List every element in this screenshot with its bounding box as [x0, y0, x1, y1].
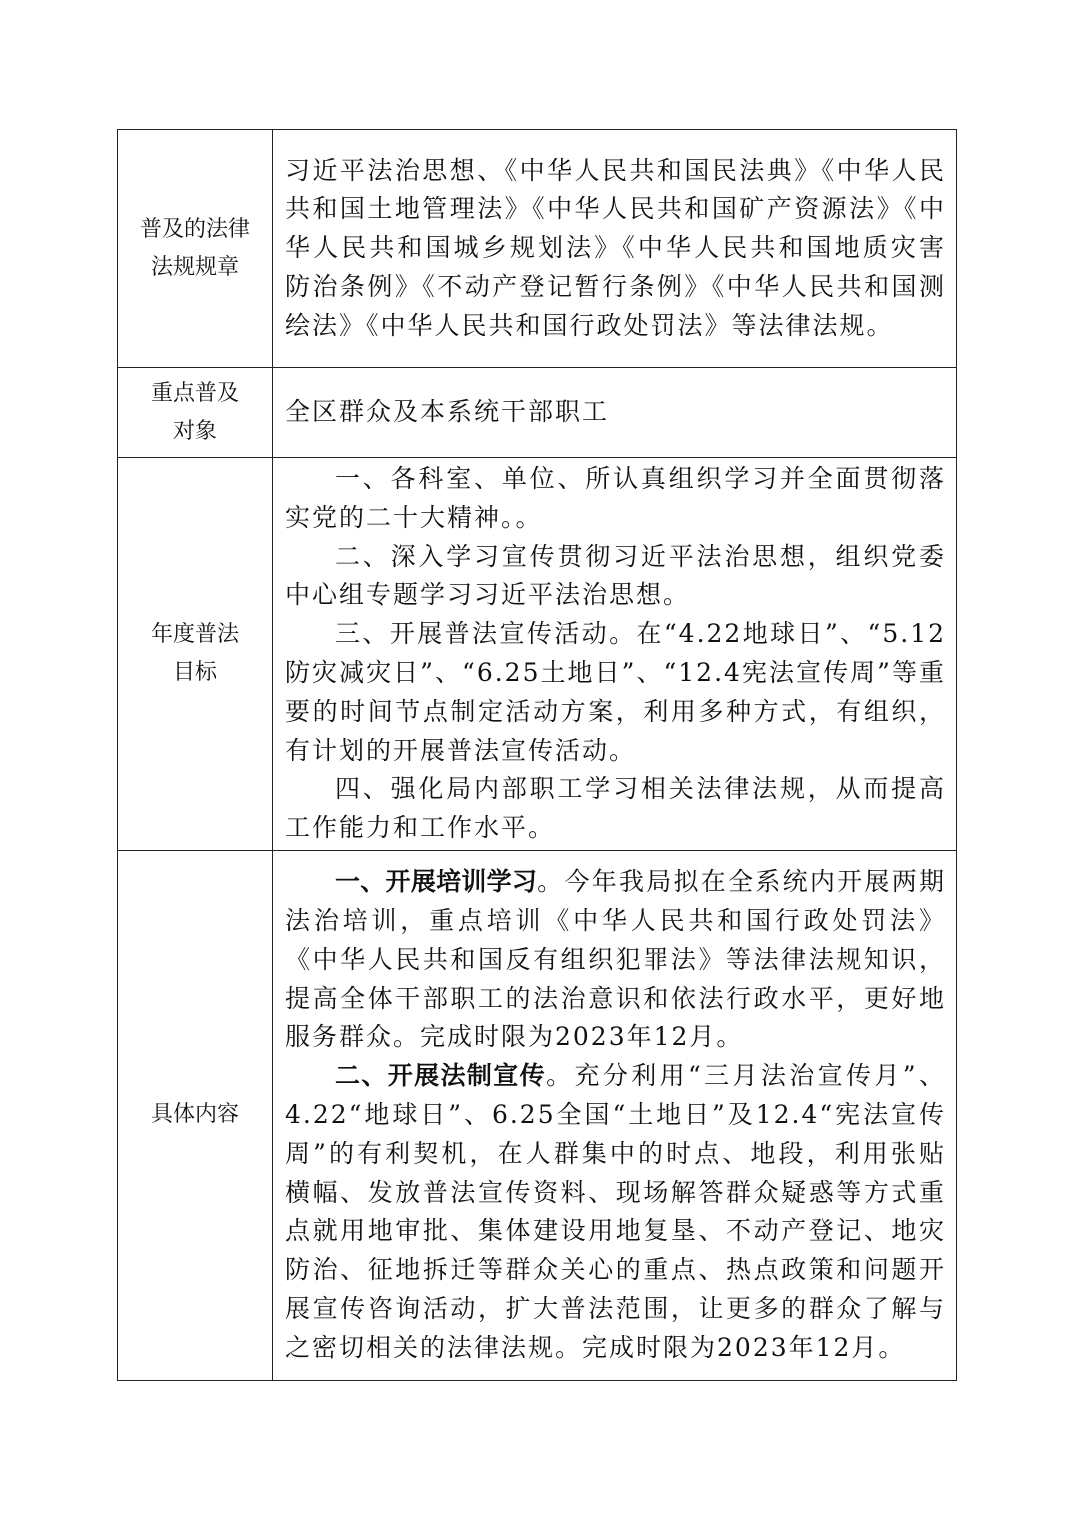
goal-paragraph: 四、强化局内部职工学习相关法律法规，从而提高工作能力和工作水平。: [285, 774, 946, 843]
row-label-goals: [118, 458, 273, 851]
goal-paragraph: 三、开展普法宣传活动。在“4.22地球日”、“5.12防灾减灾日”、“6.25土地日”、“12.4宪法宣传周”等重要的时间节点制定活动方案，利用多种方式，有组织，有计划的开展普法宣传活动。: [285, 619, 946, 765]
content-item-text: 。充分利用“三月法治宣传月”、4.22“地球日”、6.25全国“土地日”及12.4“宪法宣传周”的有利契机，在人群集中的时点、地段，利用张贴横幅、发放普法宣传资料、现场解答群众疑惑等方式重点就用地审批、集体建设用地复垦、不动产登记、地灾防治、征地拆迁等群众关心的重点、热点政策和问题开展宣传咨询活动，扩大普法范围，让更多的群众了解与之密切相关的法律法规。完成时限为2023年12月。: [285, 1061, 946, 1362]
label-line: 法规规章: [150, 254, 239, 280]
content-item-heading: 一、开展培训学习: [335, 867, 538, 897]
table-row-content: [118, 850, 957, 1380]
table-row-goals: [118, 458, 957, 851]
content-item: [285, 863, 946, 1057]
row-content-content: [273, 850, 957, 1380]
plan-table: [117, 129, 957, 1381]
goal-paragraph: 一、各科室、单位、所认真组织学习并全面贯彻落实党的二十大精神。。: [285, 464, 946, 532]
label-line: 目标: [172, 659, 217, 685]
label-line: 具体内容: [150, 1102, 239, 1128]
row-label-targets: [118, 368, 273, 458]
laws-text: 习近平法治思想、《中华人民共和国民法典》《中华人民共和国土地管理法》《中华人民共和国矿产资源法》《中华人民共和国城乡规划法》《中华人民共和国地质灾害防治条例》《不动产登记暂行条例》《中华人民共和国测绘法》《中华人民共和国行政处罚法》等法律法规。: [285, 155, 946, 340]
table-row-laws: [118, 130, 957, 368]
table-row-targets: [118, 368, 957, 458]
row-content-goals: [273, 458, 957, 851]
row-label-content: [118, 850, 273, 1380]
row-content-laws: [273, 130, 957, 368]
row-content-targets: [273, 368, 957, 458]
label-line: 年度普法: [150, 621, 239, 647]
goal-paragraph: 二、深入学习宣传贯彻习近平法治思想，组织党委中心组专题学习习近平法治思想。: [285, 541, 946, 610]
content-item: [285, 1057, 946, 1367]
content-item-text: 。今年我局拟在全系统内开展两期法治培训，重点培训《中华人民共和国行政处罚法》《中华人民共和国反有组织犯罪法》等法律法规知识，提高全体干部职工的法治意识和依法行政水平，更好地服务群众。完成时限为2023年12月。: [285, 867, 946, 1052]
label-line: 重点普及: [150, 380, 239, 406]
label-line: 对象: [172, 418, 217, 444]
targets-text: 全区群众及本系统干部职工: [285, 397, 610, 427]
content-item-heading: 二、开展法制宣传: [335, 1061, 547, 1091]
label-line: 普及的法律: [139, 216, 250, 242]
row-label-laws: [118, 130, 273, 368]
